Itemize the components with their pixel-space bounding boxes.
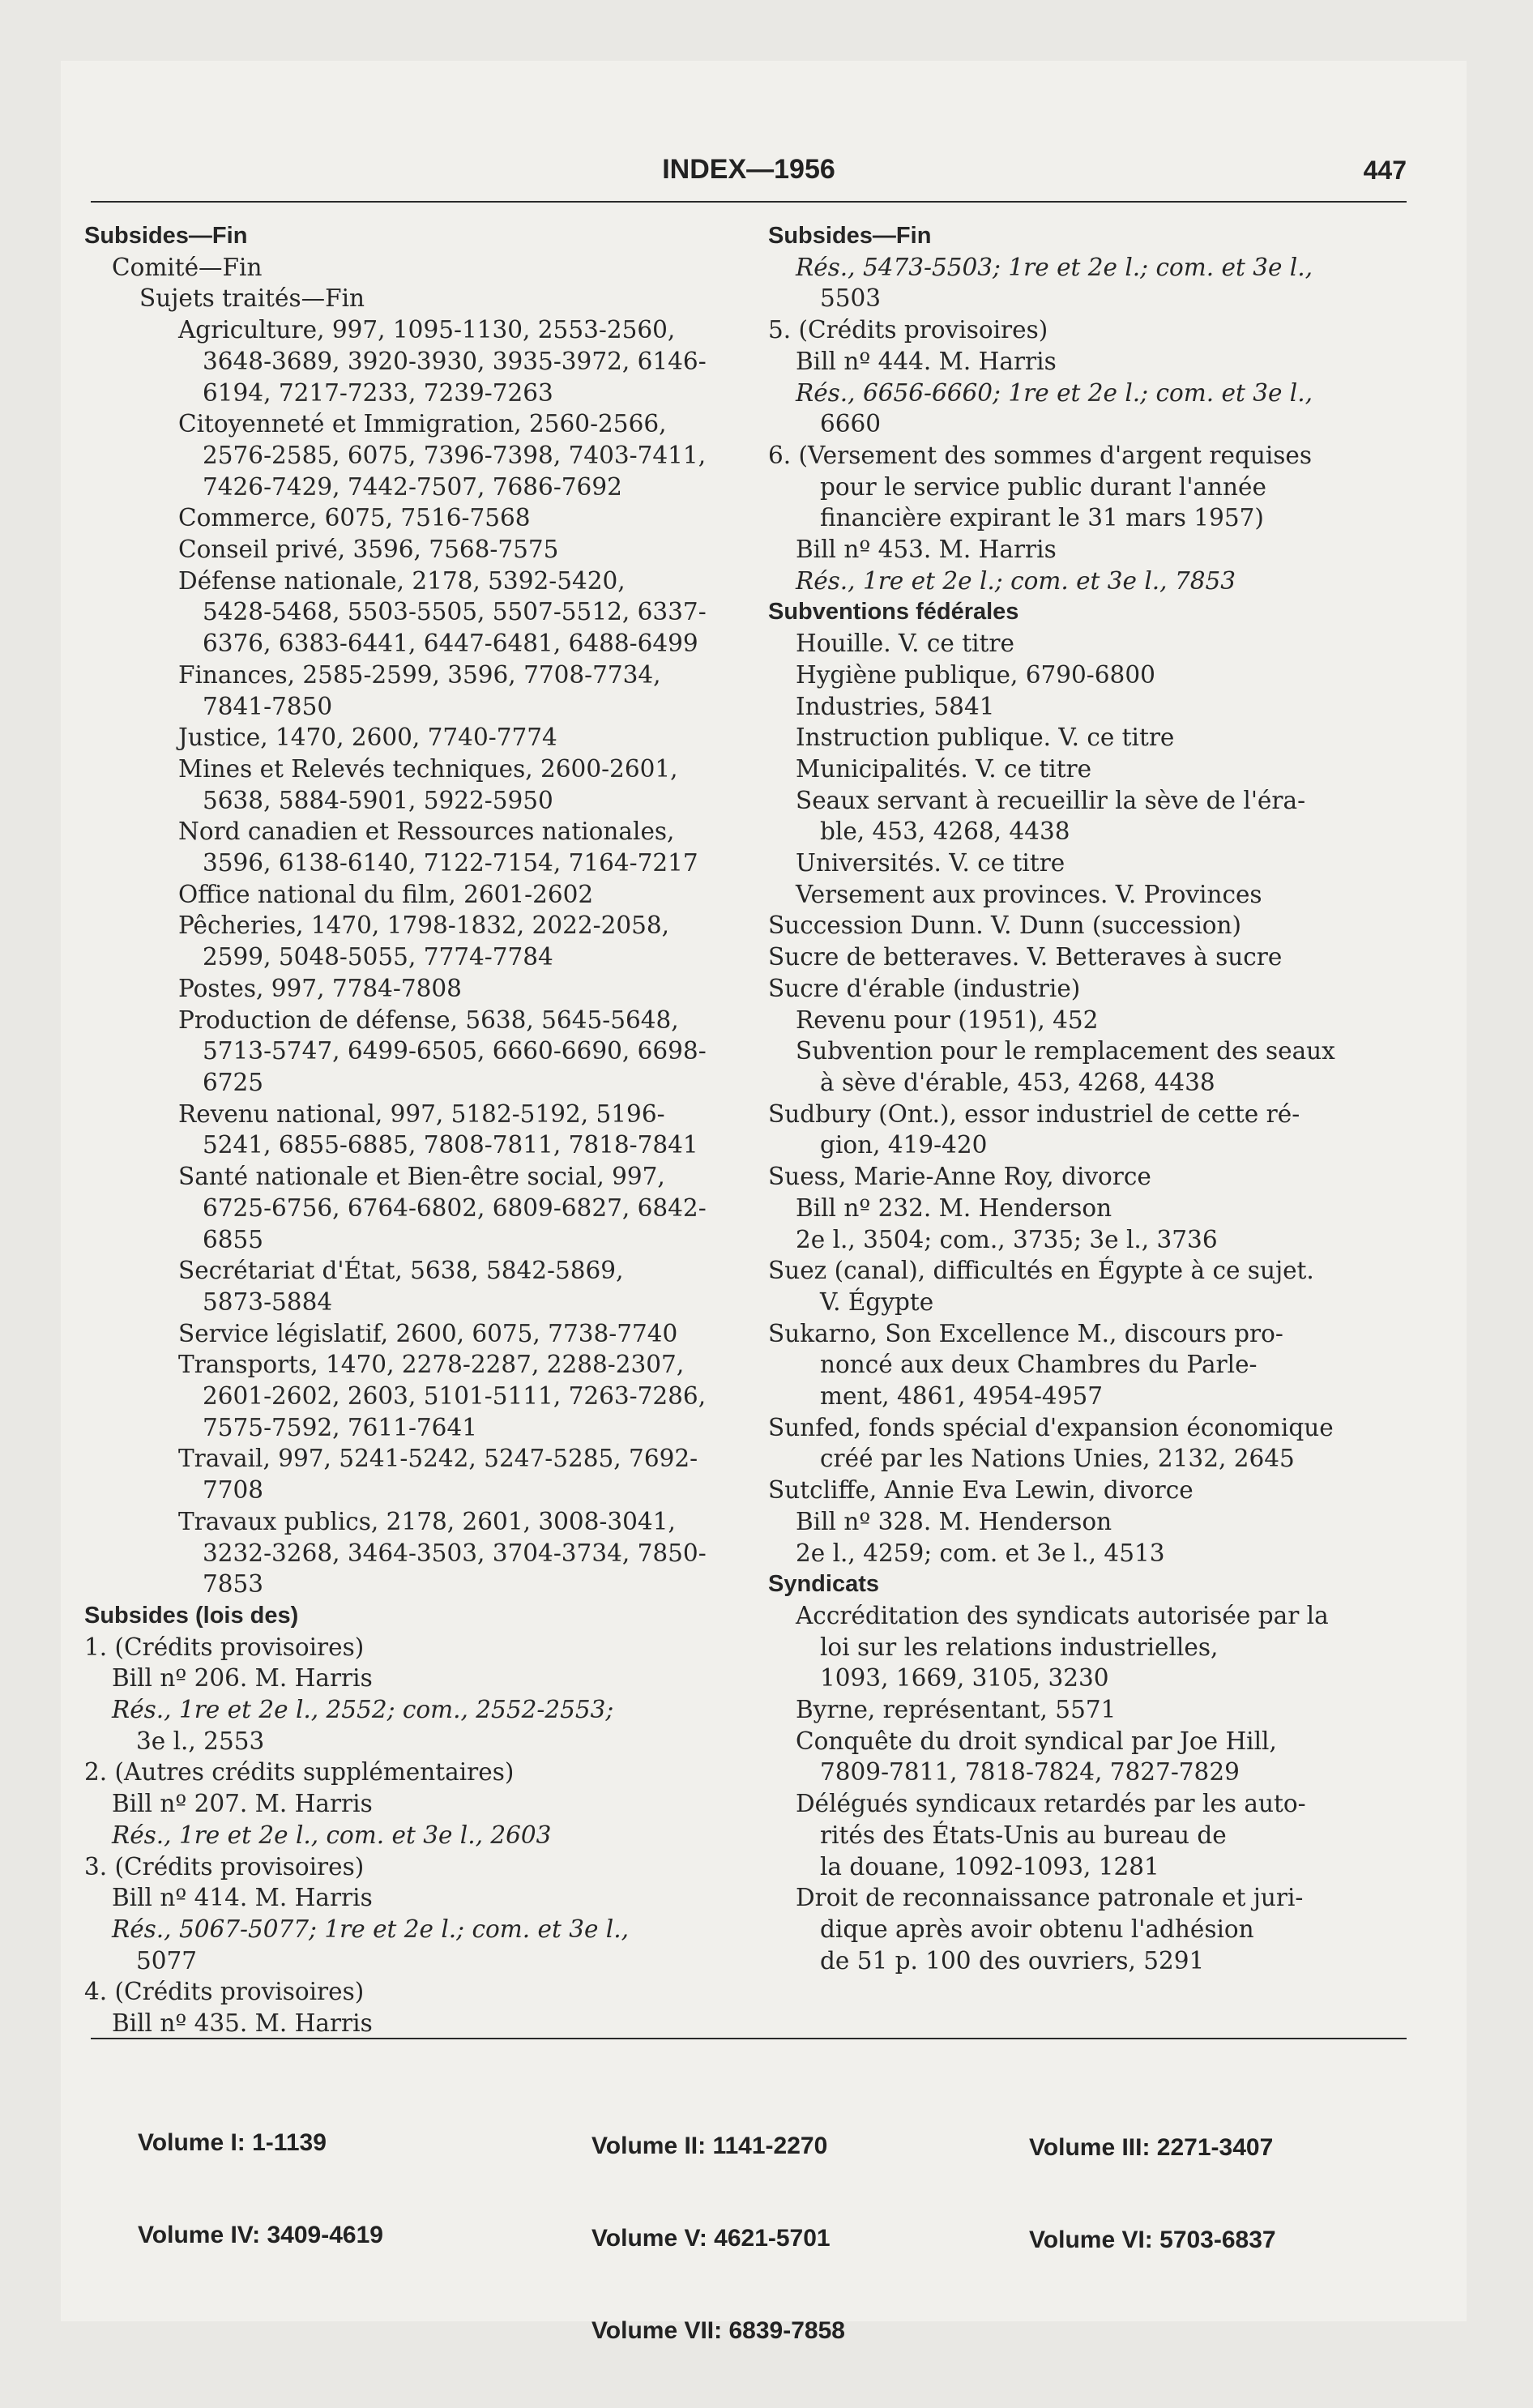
- index-entry: Production de défense, 5638, 5645-5648,: [178, 1005, 679, 1034]
- index-heading: Sucre d'érable (industrie): [768, 974, 1081, 1002]
- index-entry: Industries, 5841: [796, 692, 995, 720]
- index-entry: Citoyenneté et Immigration, 2560-2566,: [178, 410, 667, 438]
- index-entry-cont: rités des États-Unis au bureau de: [820, 1821, 1227, 1849]
- index-heading: Sunfed, fonds spécial d'expansion économique: [768, 1413, 1334, 1441]
- index-entry-cont: loi sur les relations industrielles,: [820, 1633, 1219, 1661]
- index-heading: Suess, Marie-Anne Roy, divorce: [768, 1163, 1151, 1191]
- index-entry: Instruction publique. V. ce titre: [796, 724, 1175, 752]
- index-entry-cont: 6376, 6383-6441, 6447-6481, 6488-6499: [203, 630, 698, 658]
- volume-range: Volume VI: 5703-6837: [1029, 2227, 1276, 2253]
- index-subheading: 6. (Versement des sommes d'argent requises: [768, 441, 1312, 469]
- index-entry: Revenu national, 997, 5182-5192, 5196-: [178, 1099, 665, 1128]
- index-entry: Office national du film, 2601-2602: [178, 880, 594, 908]
- page-title: INDEX—1956: [662, 154, 835, 185]
- index-entry: Rés., 5473-5503; 1re et 2e l.; com. et 3e l.,: [796, 253, 1313, 281]
- index-entry-cont: ble, 453, 4268, 4438: [820, 818, 1070, 846]
- index-entry: Bill nº 232. M. Henderson: [796, 1193, 1112, 1222]
- volume-list-col2: [591, 2069, 845, 2408]
- index-entry: Nord canadien et Ressources nationales,: [178, 818, 675, 846]
- index-entry-cont: à sève d'érable, 453, 4268, 4438: [820, 1068, 1215, 1096]
- index-entry: Conquête du droit syndical par Joe Hill,: [796, 1727, 1277, 1755]
- index-entry-cont: noncé aux deux Chambres du Parle-: [820, 1351, 1258, 1379]
- index-entry-cont: 7575-7592, 7611-7641: [203, 1413, 477, 1441]
- index-entry-cont: 3648-3689, 3920-3930, 3935-3972, 6146-: [203, 347, 707, 375]
- index-entry: Conseil privé, 3596, 7568-7575: [178, 536, 559, 564]
- index-entry: Revenu pour (1951), 452: [796, 1005, 1099, 1034]
- index-heading: Sukarno, Son Excellence M., discours pro-: [768, 1319, 1283, 1347]
- index-entry-cont: 7853: [203, 1570, 264, 1599]
- index-entry: Houille. V. ce titre: [796, 630, 1014, 658]
- index-entry-cont: 7426-7429, 7442-7507, 7686-7692: [203, 472, 622, 501]
- index-entry: Défense nationale, 2178, 5392-5420,: [178, 566, 626, 595]
- index-entry-cont: 2599, 5048-5055, 7774-7784: [203, 943, 553, 971]
- index-heading: Succession Dunn. V. Dunn (succession): [768, 912, 1242, 940]
- index-entry-cont: 6660: [820, 410, 882, 438]
- index-entry: Rés., 6656-6660; 1re et 2e l.; com. et 3e l.,: [796, 378, 1313, 407]
- index-entry: Seaux servant à recueillir la sève de l'éra-: [796, 786, 1306, 814]
- index-subheading: 1. (Crédits provisoires): [84, 1633, 365, 1661]
- index-entry: Travaux publics, 2178, 2601, 3008-3041,: [178, 1507, 676, 1535]
- index-entry-cont: financière expirant le 31 mars 1957): [820, 504, 1264, 532]
- index-heading: Sutcliffe, Annie Eva Lewin, divorce: [768, 1476, 1194, 1505]
- index-entry-cont: 7809-7811, 7818-7824, 7827-7829: [820, 1758, 1240, 1787]
- index-entry: Bill nº 435. M. Harris: [112, 2009, 373, 2038]
- index-entry-cont: de 51 p. 100 des ouvriers, 5291: [820, 1946, 1205, 1975]
- index-subheading: 3. (Crédits provisoires): [84, 1852, 365, 1881]
- index-heading: Syndicats: [768, 1571, 879, 1598]
- index-entry: Transports, 1470, 2278-2287, 2288-2307,: [178, 1351, 685, 1379]
- index-entry: Bill nº 328. M. Henderson: [796, 1507, 1112, 1535]
- index-entry: Justice, 1470, 2600, 7740-7774: [178, 724, 557, 752]
- index-entry: Byrne, représentant, 5571: [796, 1696, 1117, 1724]
- index-entry-cont: pour le service public durant l'année: [820, 472, 1266, 501]
- index-entry-cont: 7708: [203, 1476, 264, 1505]
- index-heading: Subsides—Fin: [768, 223, 932, 249]
- index-entry: 2e l., 3504; com., 3735; 3e l., 3736: [796, 1225, 1218, 1253]
- index-entry-cont: ment, 4861, 4954-4957: [820, 1382, 1103, 1411]
- volume-range: Volume I: 1-1139: [138, 2129, 327, 2156]
- running-header: [91, 154, 1407, 203]
- left-index-column: [84, 220, 734, 2039]
- index-entry-cont: dique après avoir obtenu l'adhésion: [820, 1915, 1254, 1943]
- index-entry: Commerce, 6075, 7516-7568: [178, 504, 531, 532]
- page-number: 447: [1363, 156, 1407, 185]
- volume-range: Volume IV: 3409-4619: [138, 2222, 383, 2248]
- index-heading: Suez (canal), difficultés en Égypte à ce sujet.: [768, 1257, 1314, 1285]
- index-subheading: 5. (Crédits provisoires): [768, 316, 1048, 344]
- index-entry-cont: 5503: [820, 284, 882, 313]
- index-subheading: Comité—Fin: [112, 253, 263, 281]
- index-subheading: 2. (Autres crédits supplémentaires): [84, 1758, 515, 1787]
- index-entry: Santé nationale et Bien-être social, 997,: [178, 1163, 665, 1191]
- index-entry-cont: 7841-7850: [203, 692, 333, 720]
- index-entry-cont: 2576-2585, 6075, 7396-7398, 7403-7411,: [203, 441, 707, 469]
- index-entry-cont: V. Égypte: [820, 1287, 934, 1316]
- index-entry-cont: 6725-6756, 6764-6802, 6809-6827, 6842-: [203, 1193, 707, 1222]
- index-entry: Bill nº 207. M. Harris: [112, 1790, 373, 1818]
- index-entry-cont: 1093, 1669, 3105, 3230: [820, 1664, 1109, 1693]
- volume-index-footer: [130, 2066, 1394, 2344]
- right-index-column: [768, 220, 1408, 1976]
- index-entry: Rés., 1re et 2e l., 2552; com., 2552-2553;: [112, 1696, 614, 1724]
- index-entry: Municipalités. V. ce titre: [796, 754, 1092, 783]
- index-entry-cont: 6725: [203, 1068, 264, 1096]
- index-entry-cont: 6194, 7217-7233, 7239-7263: [203, 378, 553, 407]
- index-heading: Sudbury (Ont.), essor industriel de cette ré-: [768, 1099, 1300, 1128]
- index-entry: Droit de reconnaissance patronale et juri-: [796, 1884, 1304, 1912]
- volume-range: Volume II: 1141-2270: [591, 2133, 828, 2159]
- index-entry-cont: la douane, 1092-1093, 1281: [820, 1852, 1159, 1881]
- index-entry: Délégués syndicaux retardés par les auto-: [796, 1790, 1306, 1818]
- index-entry-cont: 5428-5468, 5503-5505, 5507-5512, 6337-: [203, 598, 707, 626]
- index-entry: Bill nº 444. M. Harris: [796, 347, 1057, 375]
- index-entry-cont: 5077: [136, 1946, 198, 1975]
- index-entry-cont: 5713-5747, 6499-6505, 6660-6690, 6698-: [203, 1037, 707, 1065]
- index-entry: Hygiène publique, 6790-6800: [796, 660, 1155, 689]
- index-subheading: Sujets traités—Fin: [139, 284, 365, 313]
- index-entry: Accréditation des syndicats autorisée par la: [796, 1601, 1329, 1629]
- volume-range: Volume V: 4621-5701: [591, 2225, 831, 2252]
- index-entry: Rés., 5067-5077; 1re et 2e l.; com. et 3e l.,: [112, 1915, 629, 1943]
- index-entry: Pêcheries, 1470, 1798-1832, 2022-2058,: [178, 912, 670, 940]
- volume-list-col3: [1029, 2071, 1276, 2317]
- index-entry-cont: 5638, 5884-5901, 5922-5950: [203, 786, 553, 814]
- index-entry-cont: 6855: [203, 1225, 264, 1253]
- index-entry: Finances, 2585-2599, 3596, 7708-7734,: [178, 660, 661, 689]
- index-entry: Mines et Relevés techniques, 2600-2601,: [178, 754, 678, 783]
- index-entry-cont: créé par les Nations Unies, 2132, 2645: [820, 1445, 1295, 1473]
- index-entry-cont: 2601-2602, 2603, 5101-5111, 7263-7286,: [203, 1382, 707, 1411]
- index-entry: Subvention pour le remplacement des seaux: [796, 1037, 1335, 1065]
- footer-rule: [91, 2038, 1407, 2039]
- index-entry: Agriculture, 997, 1095-1130, 2553-2560,: [178, 316, 676, 344]
- index-entry: Secrétariat d'État, 5638, 5842-5869,: [178, 1257, 624, 1285]
- index-entry: Bill nº 206. M. Harris: [112, 1664, 373, 1693]
- index-entry-cont: gion, 419-420: [820, 1131, 988, 1159]
- index-entry: 2e l., 4259; com. et 3e l., 4513: [796, 1539, 1165, 1567]
- index-heading: Subsides—Fin: [84, 223, 248, 249]
- index-entry: Versement aux provinces. V. Provinces: [796, 880, 1262, 908]
- index-entry: Bill nº 414. M. Harris: [112, 1884, 373, 1912]
- index-entry-cont: 3596, 6138-6140, 7122-7154, 7164-7217: [203, 849, 698, 877]
- index-entry: Rés., 1re et 2e l., com. et 3e l., 2603: [112, 1821, 552, 1849]
- index-entry: Travail, 997, 5241-5242, 5247-5285, 7692-: [178, 1445, 698, 1473]
- index-entry: Bill nº 453. M. Harris: [796, 536, 1057, 564]
- index-entry-cont: 3e l., 2553: [136, 1727, 265, 1755]
- index-entry-cont: 5241, 6855-6885, 7808-7811, 7818-7841: [203, 1131, 698, 1159]
- index-subheading: 4. (Crédits provisoires): [84, 1978, 365, 2006]
- index-heading: Subventions fédérales: [768, 599, 1019, 625]
- index-entry-cont: 5873-5884: [203, 1287, 333, 1316]
- index-entry: Service législatif, 2600, 6075, 7738-7740: [178, 1319, 678, 1347]
- volume-range: Volume VII: 6839-7858: [591, 2317, 845, 2344]
- volume-list-col1: [138, 2066, 383, 2312]
- index-entry-cont: 3232-3268, 3464-3503, 3704-3734, 7850-: [203, 1539, 707, 1567]
- index-entry: Rés., 1re et 2e l.; com. et 3e l., 7853: [796, 566, 1236, 595]
- index-heading: Sucre de betteraves. V. Betteraves à sucre: [768, 943, 1283, 971]
- index-entry: Universités. V. ce titre: [796, 849, 1065, 877]
- volume-range: Volume III: 2271-3407: [1029, 2134, 1274, 2161]
- index-entry: Postes, 997, 7784-7808: [178, 974, 462, 1002]
- index-heading: Subsides (lois des): [84, 1602, 299, 1629]
